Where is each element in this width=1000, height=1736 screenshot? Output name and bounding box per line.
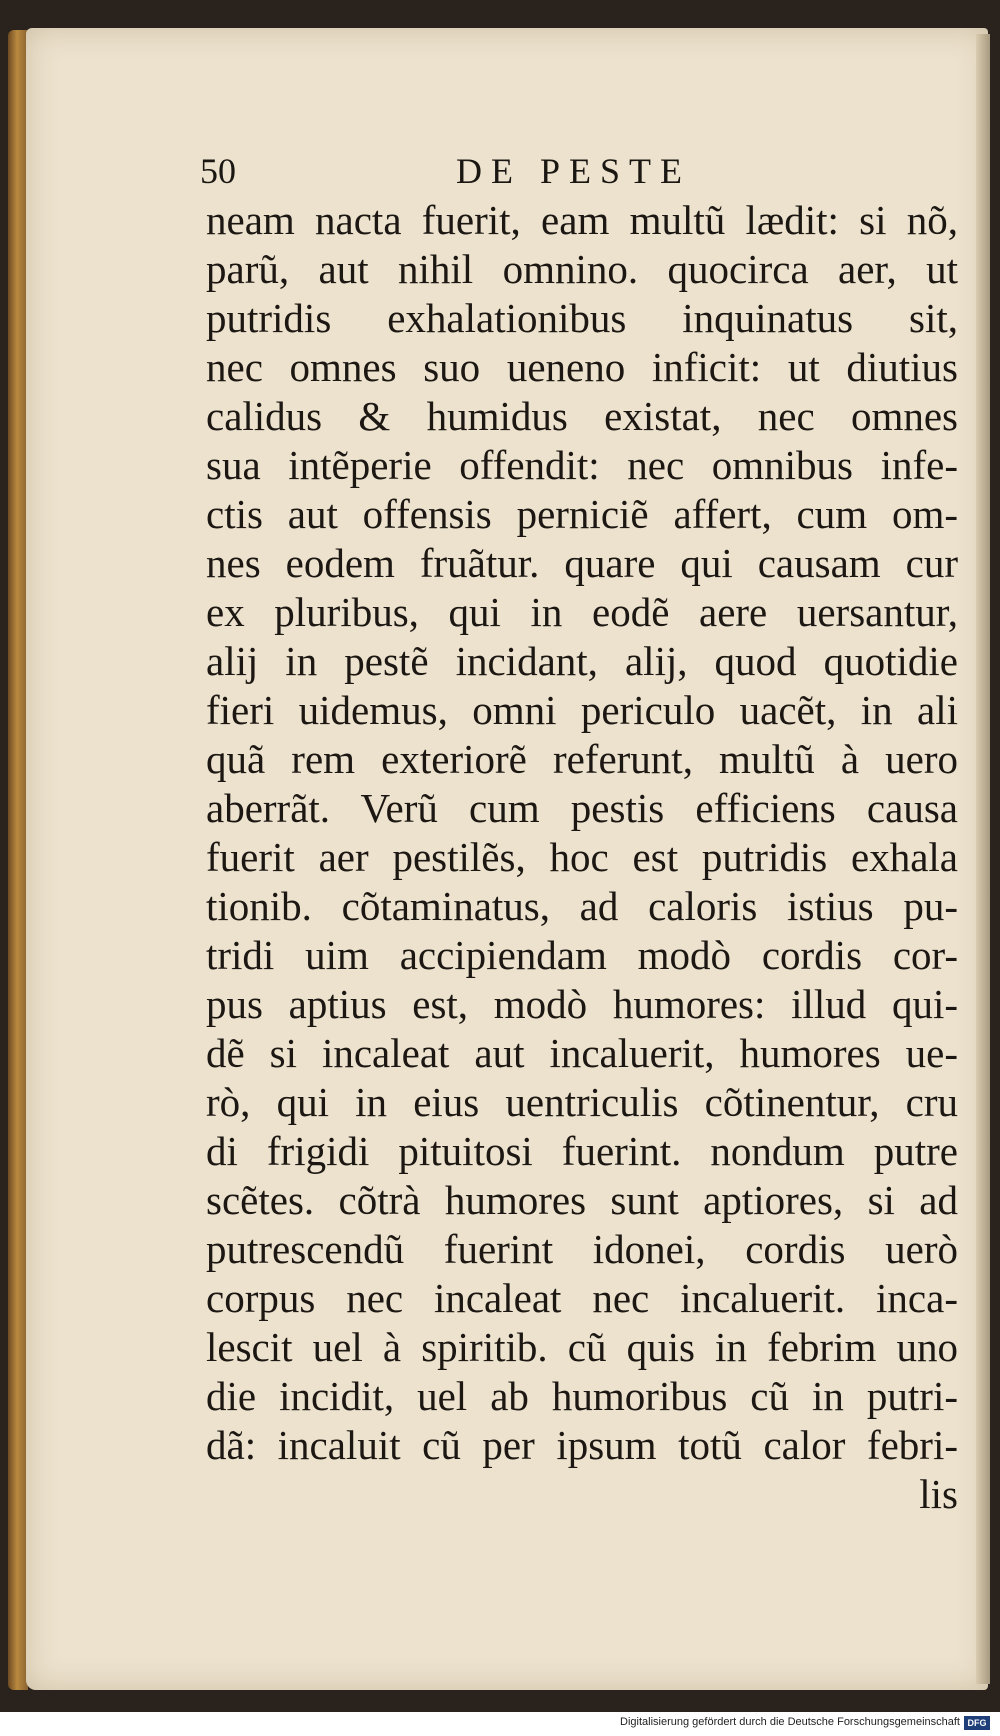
page-header [200,150,760,194]
text-line: rò, qui in eius uentriculis cõtinentur, cru [206,1079,958,1125]
text-line: nec omnes suo ueneno inficit: ut diutius [206,344,958,390]
gilt-page-edge [8,30,28,1690]
text-line: pus aptius est, modò humores: illud qui- [206,981,958,1027]
body-text [206,196,958,1517]
text-line: ex pluribus, qui in eodẽ aere uersantur, [206,589,958,635]
page-right-edge [976,34,990,1684]
text-line: die incidit, uel ab humoribus cũ in putri- [206,1373,958,1419]
text-line: di frigidi pituitosi fuerint. nondum putre [206,1128,958,1174]
running-title: DE PESTE [456,151,692,191]
footer-bar [0,1712,1000,1736]
text-line: aberrãt. Verũ cum pestis efficiens causa [206,785,958,831]
text-line: fuerit aer pestilẽs, hoc est putridis exhala [206,834,958,880]
text-line: tridi uim accipiendam modò cordis cor- [206,932,958,978]
text-line: lescit uel à spiritib. cũ quis in febrim uno [206,1324,958,1370]
text-line: nes eodem fruãtur. quare qui causam cur [206,540,958,586]
text-line: quã rem exteriorẽ referunt, multũ à uero [206,736,958,782]
page-number: 50 [200,151,236,191]
text-line: corpus nec incaleat nec incaluerit. inca- [206,1275,958,1321]
funding-credit: Digitalisierung gefördert durch die Deutsche Forschungsgemeinschaft [620,1716,960,1728]
text-line: tionib. cõtaminatus, ad caloris istius pu- [206,883,958,929]
text-line: alĳ in pestẽ incidant, alĳ, quod quotidie [206,638,958,684]
text-line: neam nacta fuerit, eam multũ lædit: si nõ, [206,197,958,243]
text-line: dẽ si incaleat aut incaluerit, humores ue- [206,1030,958,1076]
dfg-logo: DFG [964,1716,990,1730]
text-line: calidus & humidus existat, nec omnes [206,393,958,439]
text-line: ctis aut offensis perniciẽ affert, cum om- [206,491,958,537]
catchword: lis [919,1471,958,1517]
text-line: scẽtes. cõtrà humores sunt aptiores, si ad [206,1177,958,1223]
text-line: parũ, aut nihil omnino. quocirca aer, ut [206,246,958,292]
text-line: sua intẽperie offendit: nec omnibus infe- [206,442,958,488]
text-line: dã: incaluit cũ per ipsum totũ calor febri- [206,1422,958,1468]
text-line: putridis exhalationibus inquinatus sit, [206,295,958,341]
text-line: putrescendũ fuerint idonei, cordis uerò [206,1226,958,1272]
text-line: fieri uidemus, omni periculo uacẽt, in ali [206,687,958,733]
